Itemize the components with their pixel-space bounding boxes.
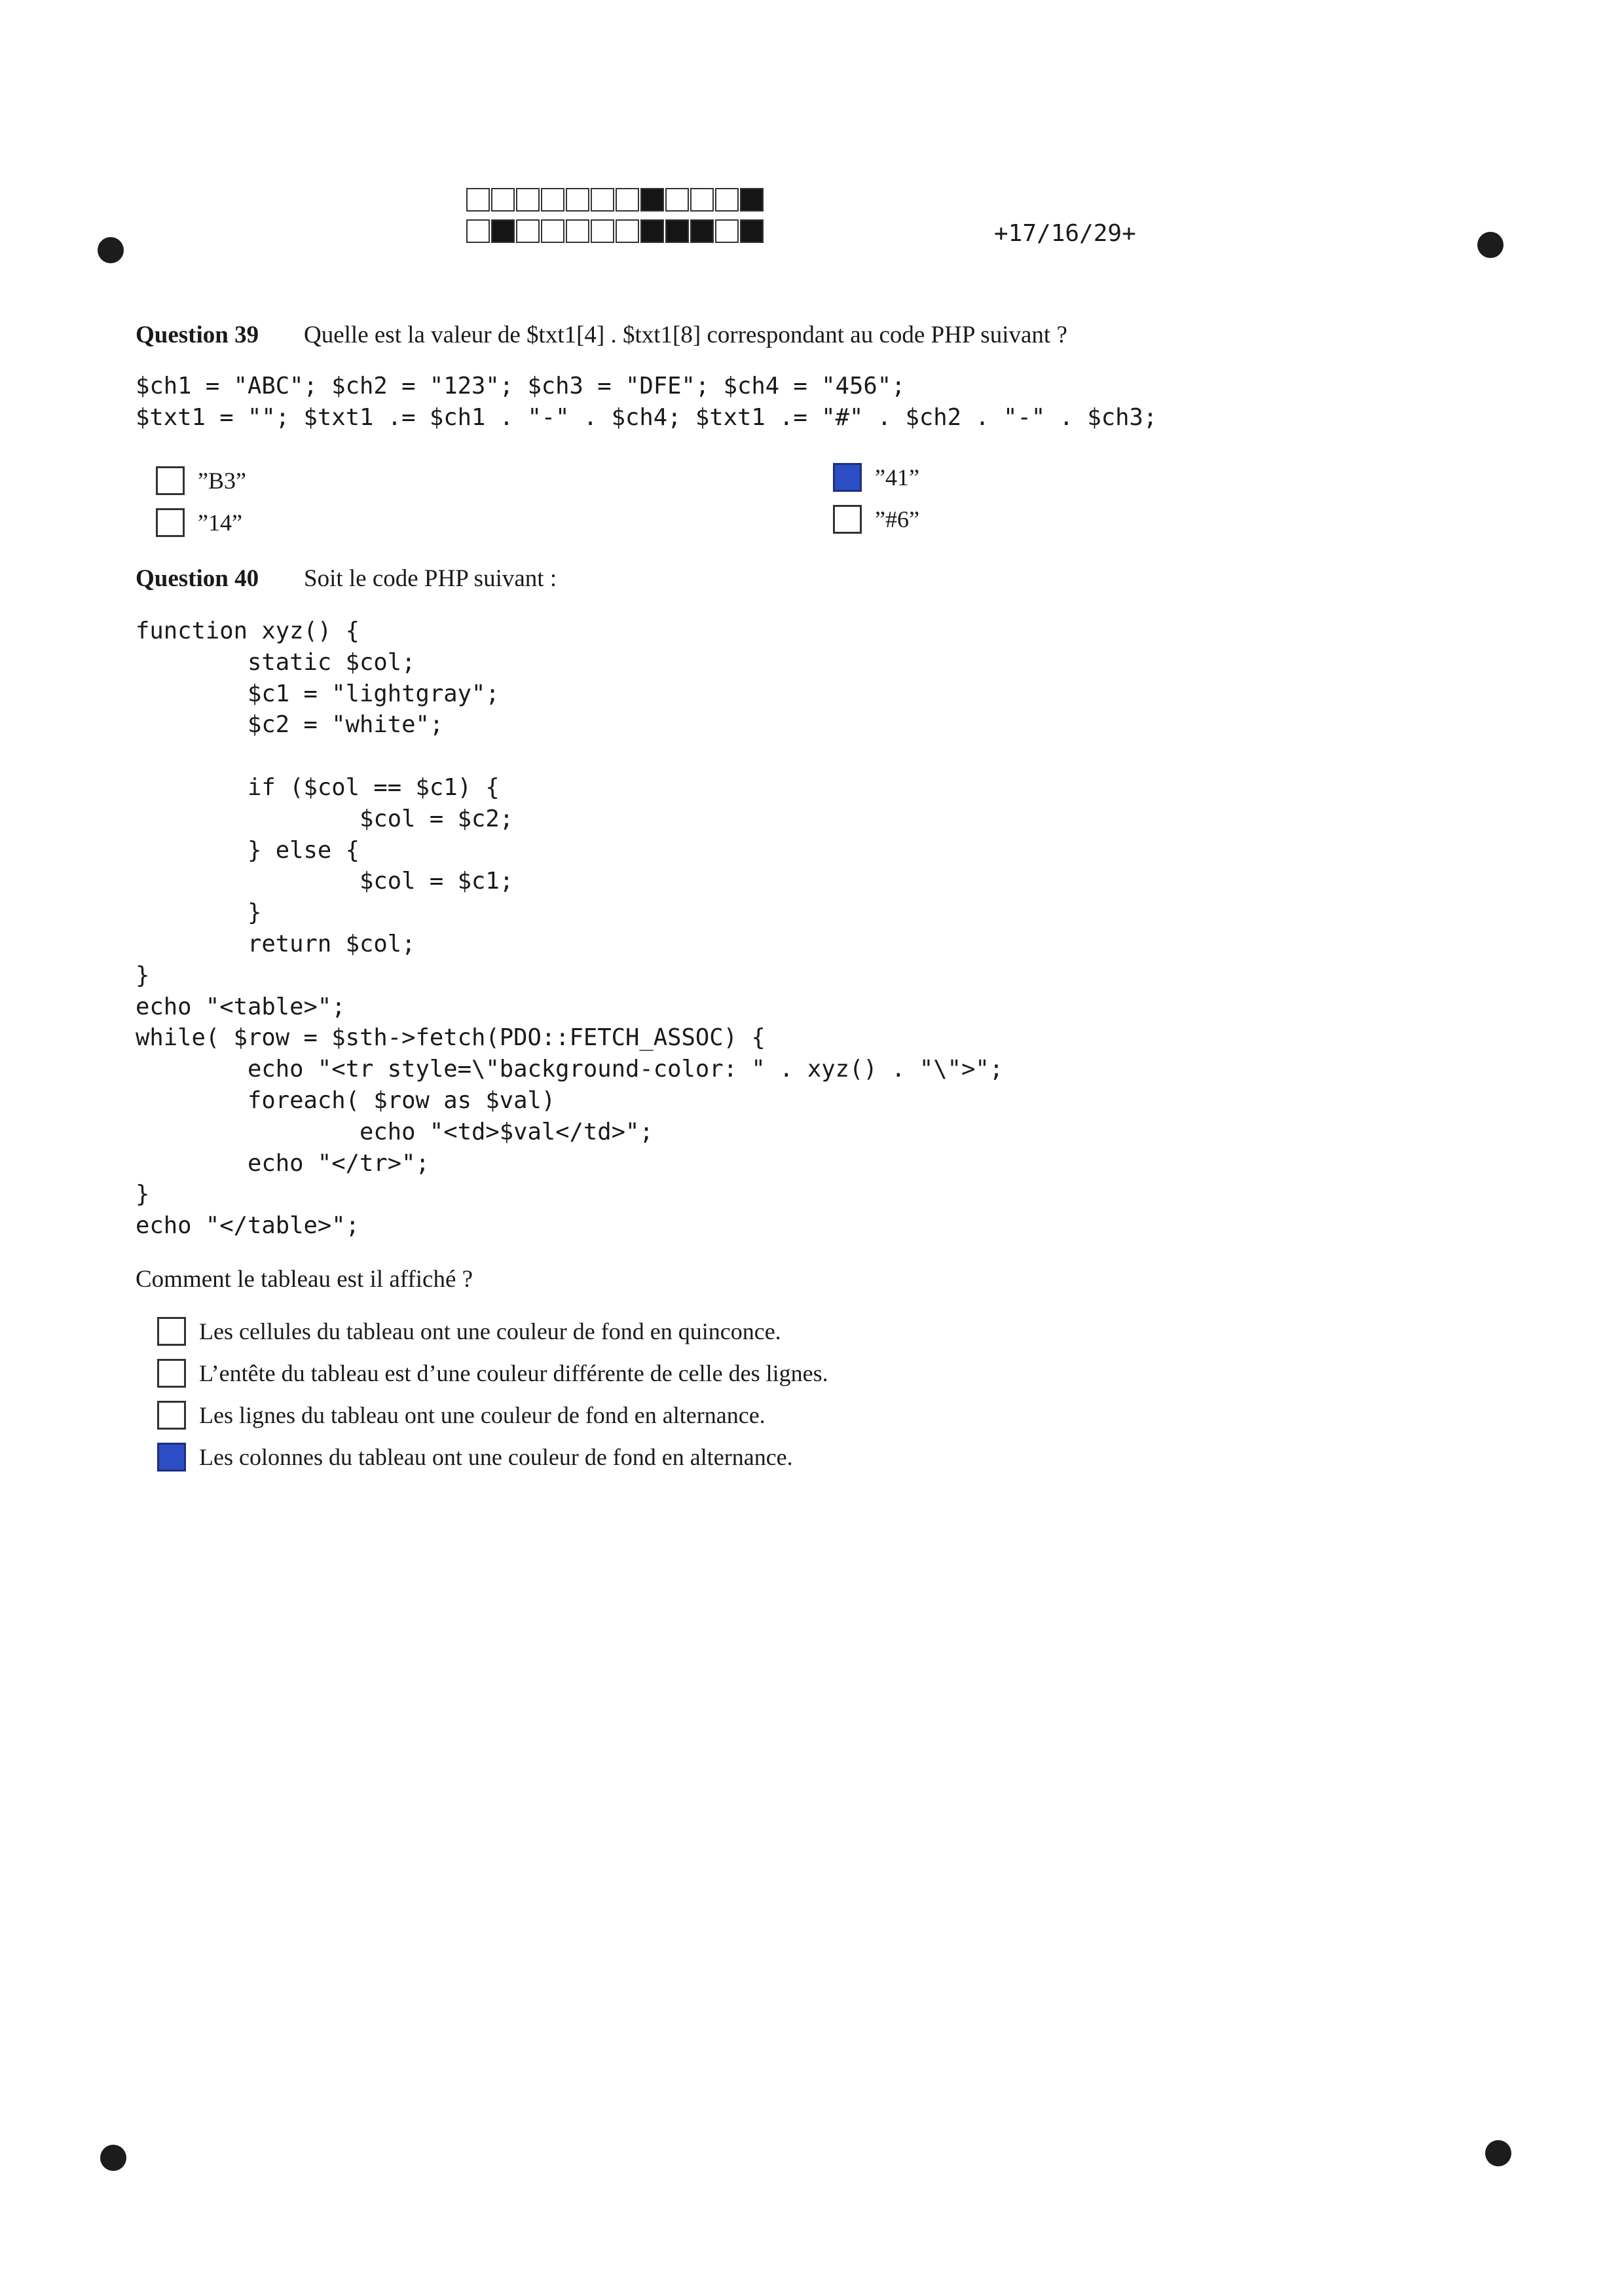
question-39-header xyxy=(136,321,1067,349)
code-cell xyxy=(491,219,515,243)
choice-label: Les colonnes du tableau ont une couleur de fond en alternance. xyxy=(199,1444,793,1470)
code-cell xyxy=(541,188,564,212)
code-cell xyxy=(541,219,564,243)
choice-label: Les lignes du tableau ont une couleur de fond en alternance. xyxy=(199,1402,766,1428)
choice-label: ”14” xyxy=(198,509,242,536)
checkbox[interactable] xyxy=(157,1359,186,1388)
code-cell xyxy=(566,188,589,212)
q39-choice-b[interactable] xyxy=(156,508,242,537)
code-cell xyxy=(740,219,764,243)
code-cell xyxy=(690,188,714,212)
q40-choice-a[interactable] xyxy=(157,1317,781,1346)
question-text: Quelle est la valeur de $txt1[4] . $txt1[8] correspondant au code PHP suivant ? xyxy=(304,322,1067,348)
choice-label: L’entête du tableau est d’une couleur différente de celle des lignes. xyxy=(199,1360,828,1386)
q40-choice-d[interactable] xyxy=(157,1443,793,1472)
question-40-header xyxy=(136,565,557,593)
code-cell xyxy=(690,219,714,243)
code-cell xyxy=(640,219,664,243)
checkbox[interactable] xyxy=(157,1317,186,1346)
registration-mark-top-left xyxy=(98,237,124,263)
registration-mark-top-right xyxy=(1477,232,1504,258)
page-id: +17/16/29+ xyxy=(994,220,1136,247)
question-number: Question 39 xyxy=(136,322,259,348)
checkbox[interactable] xyxy=(157,1401,186,1430)
question-40-code: function xyz() { static $col; $c1 = "lightgray"; $c2 = "white"; if ($col == $c1) { $col = $c2; } else { $col = $c1; } return $col; } echo "<table>"; while( $row = $sth->fetch(PDO::FETCH_ASSOC) { echo "<tr style=\"background-color: " . xyz() . "\">"; foreach( $row as $val) echo "<td>$val</td>"; echo "</tr>"; } echo "</table>"; xyxy=(136,618,1004,1240)
code-cell xyxy=(616,188,639,212)
choice-label: ”#6” xyxy=(875,506,919,532)
registration-mark-bottom-right xyxy=(1485,2140,1511,2166)
code-cell xyxy=(591,188,614,212)
code-cell xyxy=(516,188,540,212)
checkbox[interactable] xyxy=(156,466,185,495)
choice-label: Les cellules du tableau ont une couleur de fond en quinconce. xyxy=(199,1318,781,1344)
code-cell xyxy=(640,188,664,212)
q39-choice-a[interactable] xyxy=(156,466,246,495)
code-cell xyxy=(715,219,739,243)
checkbox[interactable] xyxy=(833,463,862,492)
checkbox[interactable] xyxy=(156,508,185,537)
code-cell xyxy=(516,219,540,243)
code-cell xyxy=(740,188,764,212)
code-cell xyxy=(591,219,614,243)
choice-label: ”41” xyxy=(875,464,919,491)
code-cell xyxy=(466,219,490,243)
binary-id-code xyxy=(466,188,765,246)
code-cell xyxy=(715,188,739,212)
question-40-prompt: Comment le tableau est il affiché ? xyxy=(136,1266,473,1293)
registration-mark-bottom-left xyxy=(100,2145,126,2171)
q39-choice-d[interactable] xyxy=(833,505,919,534)
code-cell xyxy=(665,219,689,243)
q40-choice-c[interactable] xyxy=(157,1401,766,1430)
code-cell xyxy=(566,219,589,243)
q40-choice-b[interactable] xyxy=(157,1359,828,1388)
code-cell xyxy=(466,188,490,212)
question-39-code: $ch1 = "ABC"; $ch2 = "123"; $ch3 = "DFE"; $ch4 = "456"; $txt1 = ""; $txt1 .= $ch1 . "-" . $ch4; $txt1 .= "#" . $ch2 . "-" . $ch3; xyxy=(136,373,1158,431)
question-number: Question 40 xyxy=(136,565,259,592)
code-cell xyxy=(491,188,515,212)
binary-code-row-2 xyxy=(466,219,765,244)
q39-choice-c[interactable] xyxy=(833,463,919,492)
checkbox[interactable] xyxy=(157,1443,186,1472)
checkbox[interactable] xyxy=(833,505,862,534)
question-text: Soit le code PHP suivant : xyxy=(304,565,557,592)
binary-code-row-1 xyxy=(466,188,765,213)
code-cell xyxy=(616,219,639,243)
choice-label: ”B3” xyxy=(198,468,246,494)
code-cell xyxy=(665,188,689,212)
